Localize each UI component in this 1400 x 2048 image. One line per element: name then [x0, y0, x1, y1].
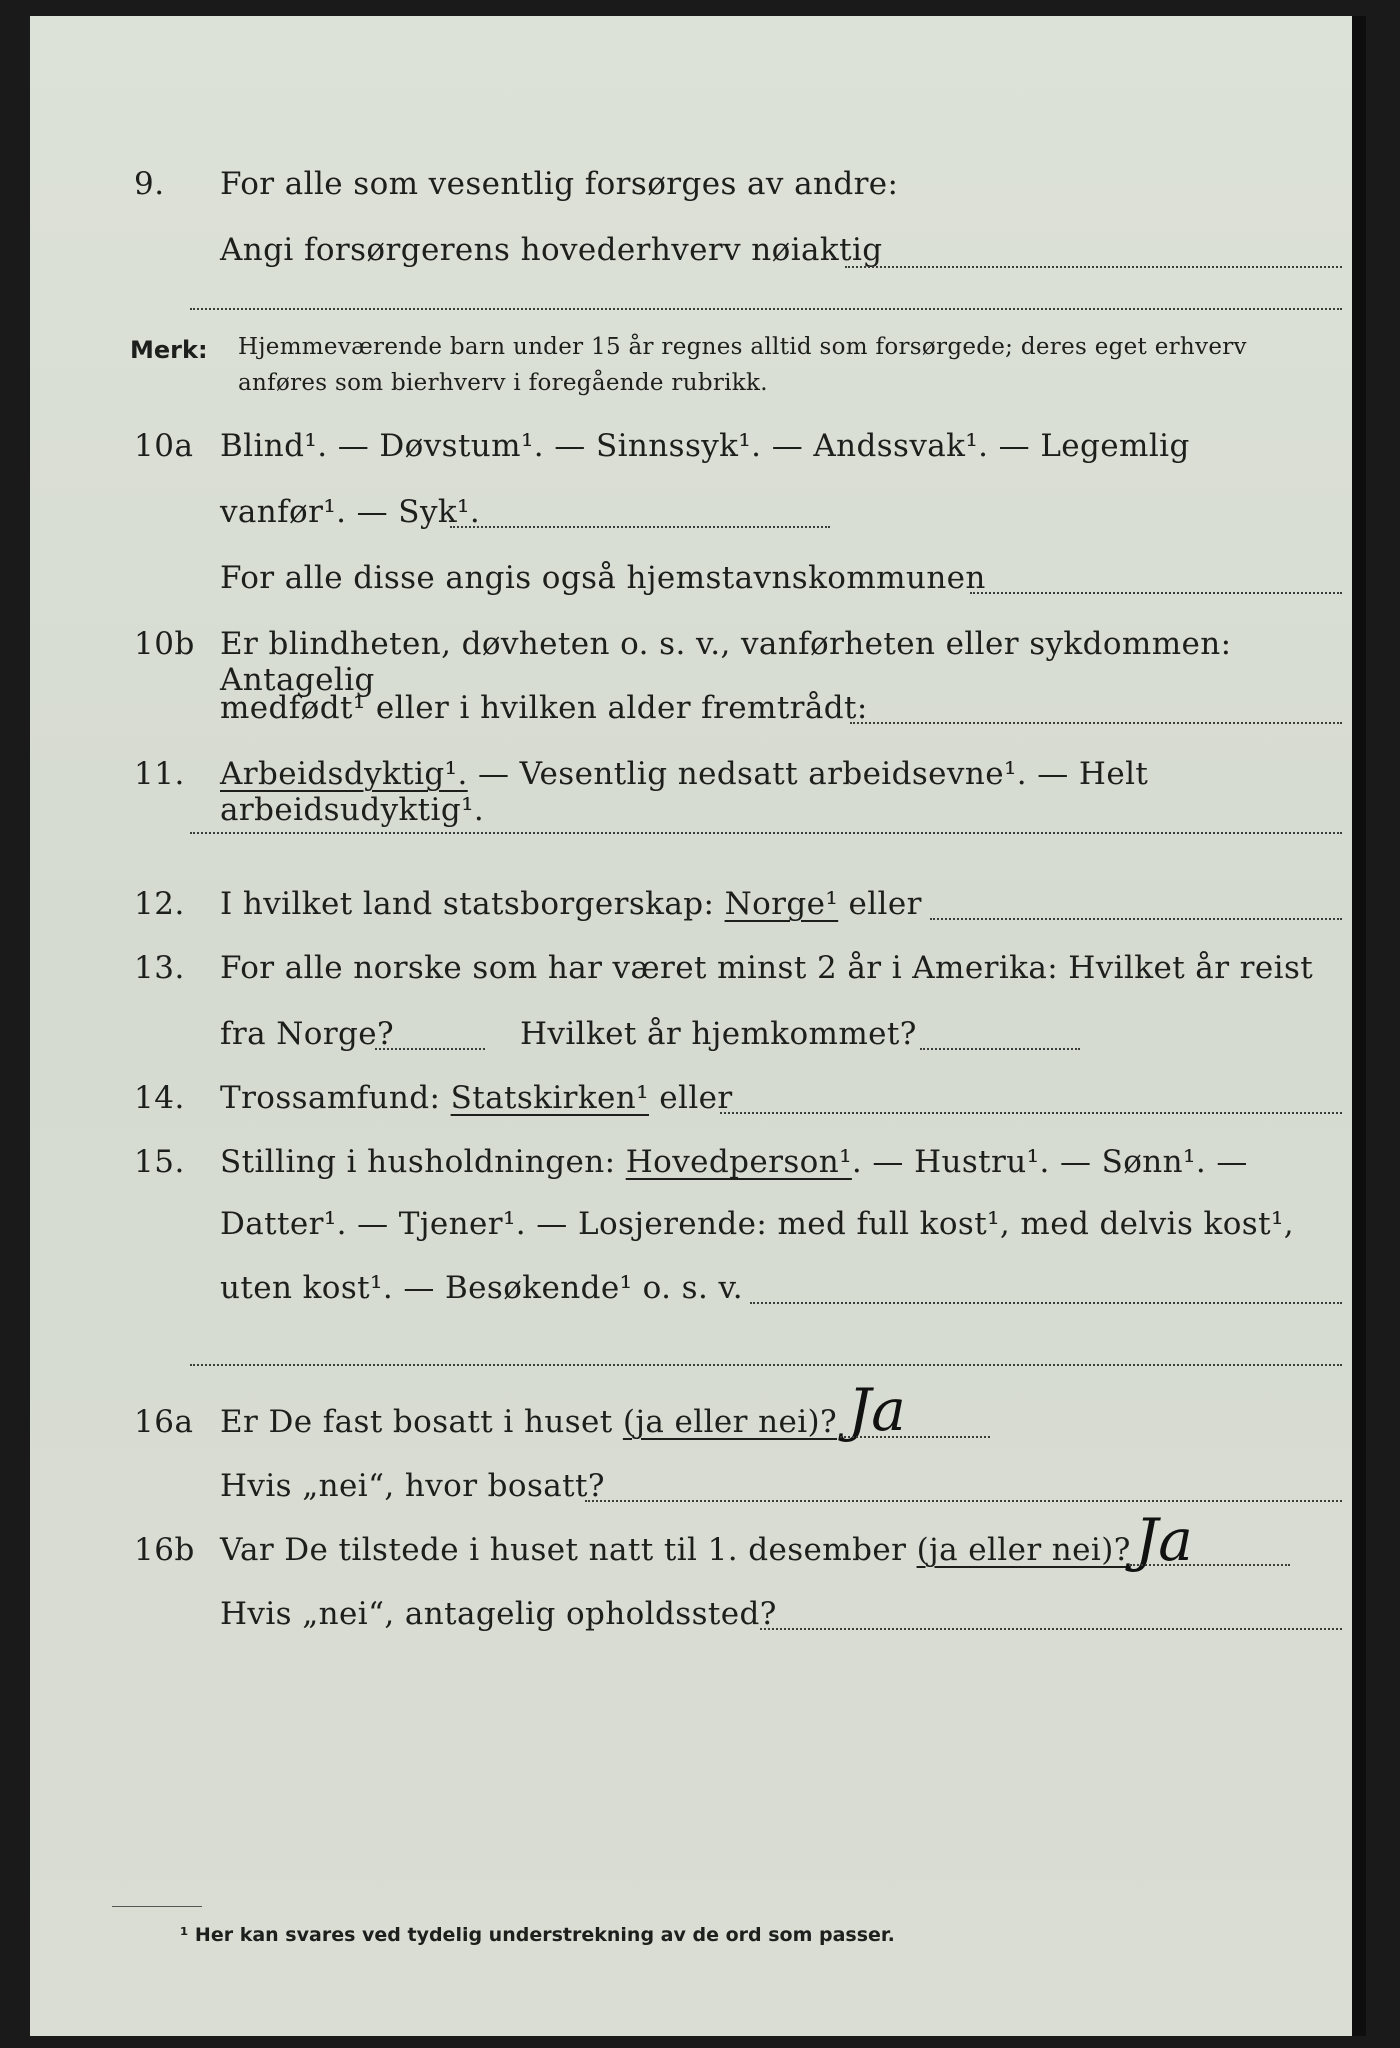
q16a-handwritten-answer[interactable]: Ja — [848, 1376, 906, 1444]
q13-line2b: Hvilket år hjemkommet? — [520, 1016, 917, 1052]
q10a-answer-line[interactable] — [450, 526, 830, 528]
q12-option-norge[interactable]: Norge¹ — [724, 886, 839, 922]
q10b-line1: Er blindheten, døvheten o. s. v., vanførheten eller sykdommen: Antagelig — [220, 626, 1232, 698]
q9-answer-line-2[interactable] — [190, 308, 1342, 310]
merk-label: Merk: — [130, 336, 208, 364]
q13-hjemkommet-line[interactable] — [920, 1048, 1080, 1050]
q15-prefix: Stilling i husholdningen: — [220, 1144, 626, 1180]
footnote-rule — [112, 1906, 202, 1907]
merk-line2: anføres som bierhverv i foregående rubrikk. — [238, 370, 768, 396]
q13-reist-line[interactable] — [375, 1048, 485, 1050]
q15-suffix: . — Hustru¹. — Sønn¹. — — [851, 1144, 1248, 1180]
q10b-line2: medfødt¹ eller i hvilken alder fremtrådt: — [220, 690, 868, 726]
q15-line2: Datter¹. — Tjener¹. — Losjerende: med full kost¹, med delvis kost¹, — [220, 1206, 1295, 1242]
q16b-number: 16b — [134, 1532, 195, 1568]
q16b-opholdssted-line[interactable] — [760, 1628, 1342, 1630]
q12-answer-line[interactable] — [930, 918, 1342, 920]
q16a-number: 16a — [134, 1404, 194, 1440]
q10b-answer-line[interactable] — [850, 722, 1342, 724]
q10a-line2: vanfør¹. — Syk¹. — [220, 494, 481, 530]
q14-number: 14. — [134, 1080, 185, 1116]
q16b-line2: Hvis „nei“, antagelig opholdssted? — [220, 1596, 777, 1632]
q16a-line1 — [220, 1404, 837, 1440]
q14-prefix: Trossamfund: — [220, 1080, 451, 1116]
q15-number: 15. — [134, 1144, 185, 1180]
q14-answer-line[interactable] — [720, 1112, 1342, 1114]
q16a-option[interactable]: (ja eller nei)? — [622, 1404, 838, 1440]
q12-suffix: eller — [838, 886, 922, 922]
q16a-bosatt-line[interactable] — [585, 1500, 1342, 1502]
q15-answer-line[interactable] — [750, 1302, 1342, 1304]
q10a-line1: Blind¹. — Døvstum¹. — Sinnssyk¹. — Andssvak¹. — Legemlig — [220, 428, 1190, 464]
footnote: ¹ Her kan svares ved tydelig understrekning av de ord som passer. — [180, 1924, 895, 1946]
q15-answer-line-2[interactable] — [190, 1364, 1342, 1366]
q14-suffix: eller — [649, 1080, 733, 1116]
merk-line1: Hjemmeværende barn under 15 år regnes alltid som forsørgede; deres eget erhverv — [238, 334, 1247, 360]
q13-number: 13. — [134, 950, 185, 986]
q11-rest: — Vesentlig nedsatt arbeidsevne¹. — Helt arbeidsudyktig¹. — [220, 756, 1149, 828]
q12-line — [220, 886, 922, 922]
q11-line — [220, 756, 1352, 828]
q16b-option[interactable]: (ja eller nei)? — [916, 1532, 1131, 1568]
q11-number: 11. — [134, 756, 185, 792]
q12-number: 12. — [134, 886, 185, 922]
q13-line1: For alle norske som har været minst 2 år i Amerika: Hvilket år reist — [220, 950, 1314, 986]
q10a-hjemstavn-line[interactable] — [970, 592, 1342, 594]
q10b-number: 10b — [134, 626, 195, 662]
q9-number: 9. — [134, 166, 165, 202]
q12-prefix: I hvilket land statsborgerskap: — [220, 886, 725, 922]
q11-answer-line[interactable] — [190, 832, 1342, 834]
q16a-prefix: Er De fast bosatt i huset — [220, 1404, 623, 1440]
q16b-prefix: Var De tilstede i huset natt til 1. desember — [220, 1532, 917, 1568]
q11-option-arbeidsdyktig[interactable]: Arbeidsdyktig¹. — [220, 756, 468, 792]
q16b-answer-line[interactable] — [1130, 1564, 1290, 1566]
q15-line1 — [220, 1144, 1248, 1180]
q9-answer-line[interactable] — [845, 266, 1342, 268]
q9-line1: For alle som vesentlig forsørges av andre: — [220, 166, 899, 202]
q10a-number: 10a — [134, 428, 194, 464]
q16b-handwritten-answer[interactable]: Ja — [1135, 1506, 1193, 1574]
q14-line — [220, 1080, 733, 1116]
q15-option-hovedperson[interactable]: Hovedperson¹ — [625, 1144, 852, 1180]
census-form-page — [30, 16, 1366, 2036]
q16a-line2: Hvis „nei“, hvor bosatt? — [220, 1468, 605, 1504]
q10a-line3: For alle disse angis også hjemstavnskommunen — [220, 560, 986, 596]
q15-line3: uten kost¹. — Besøkende¹ o. s. v. — [220, 1270, 743, 1306]
q14-option-statskirken[interactable]: Statskirken¹ — [450, 1080, 649, 1116]
q9-line2: Angi forsørgerens hovederhverv nøiaktig — [220, 232, 883, 268]
q16a-answer-line[interactable] — [840, 1436, 990, 1438]
q13-line2a: fra Norge? — [220, 1016, 395, 1052]
q16b-line1 — [220, 1532, 1131, 1568]
